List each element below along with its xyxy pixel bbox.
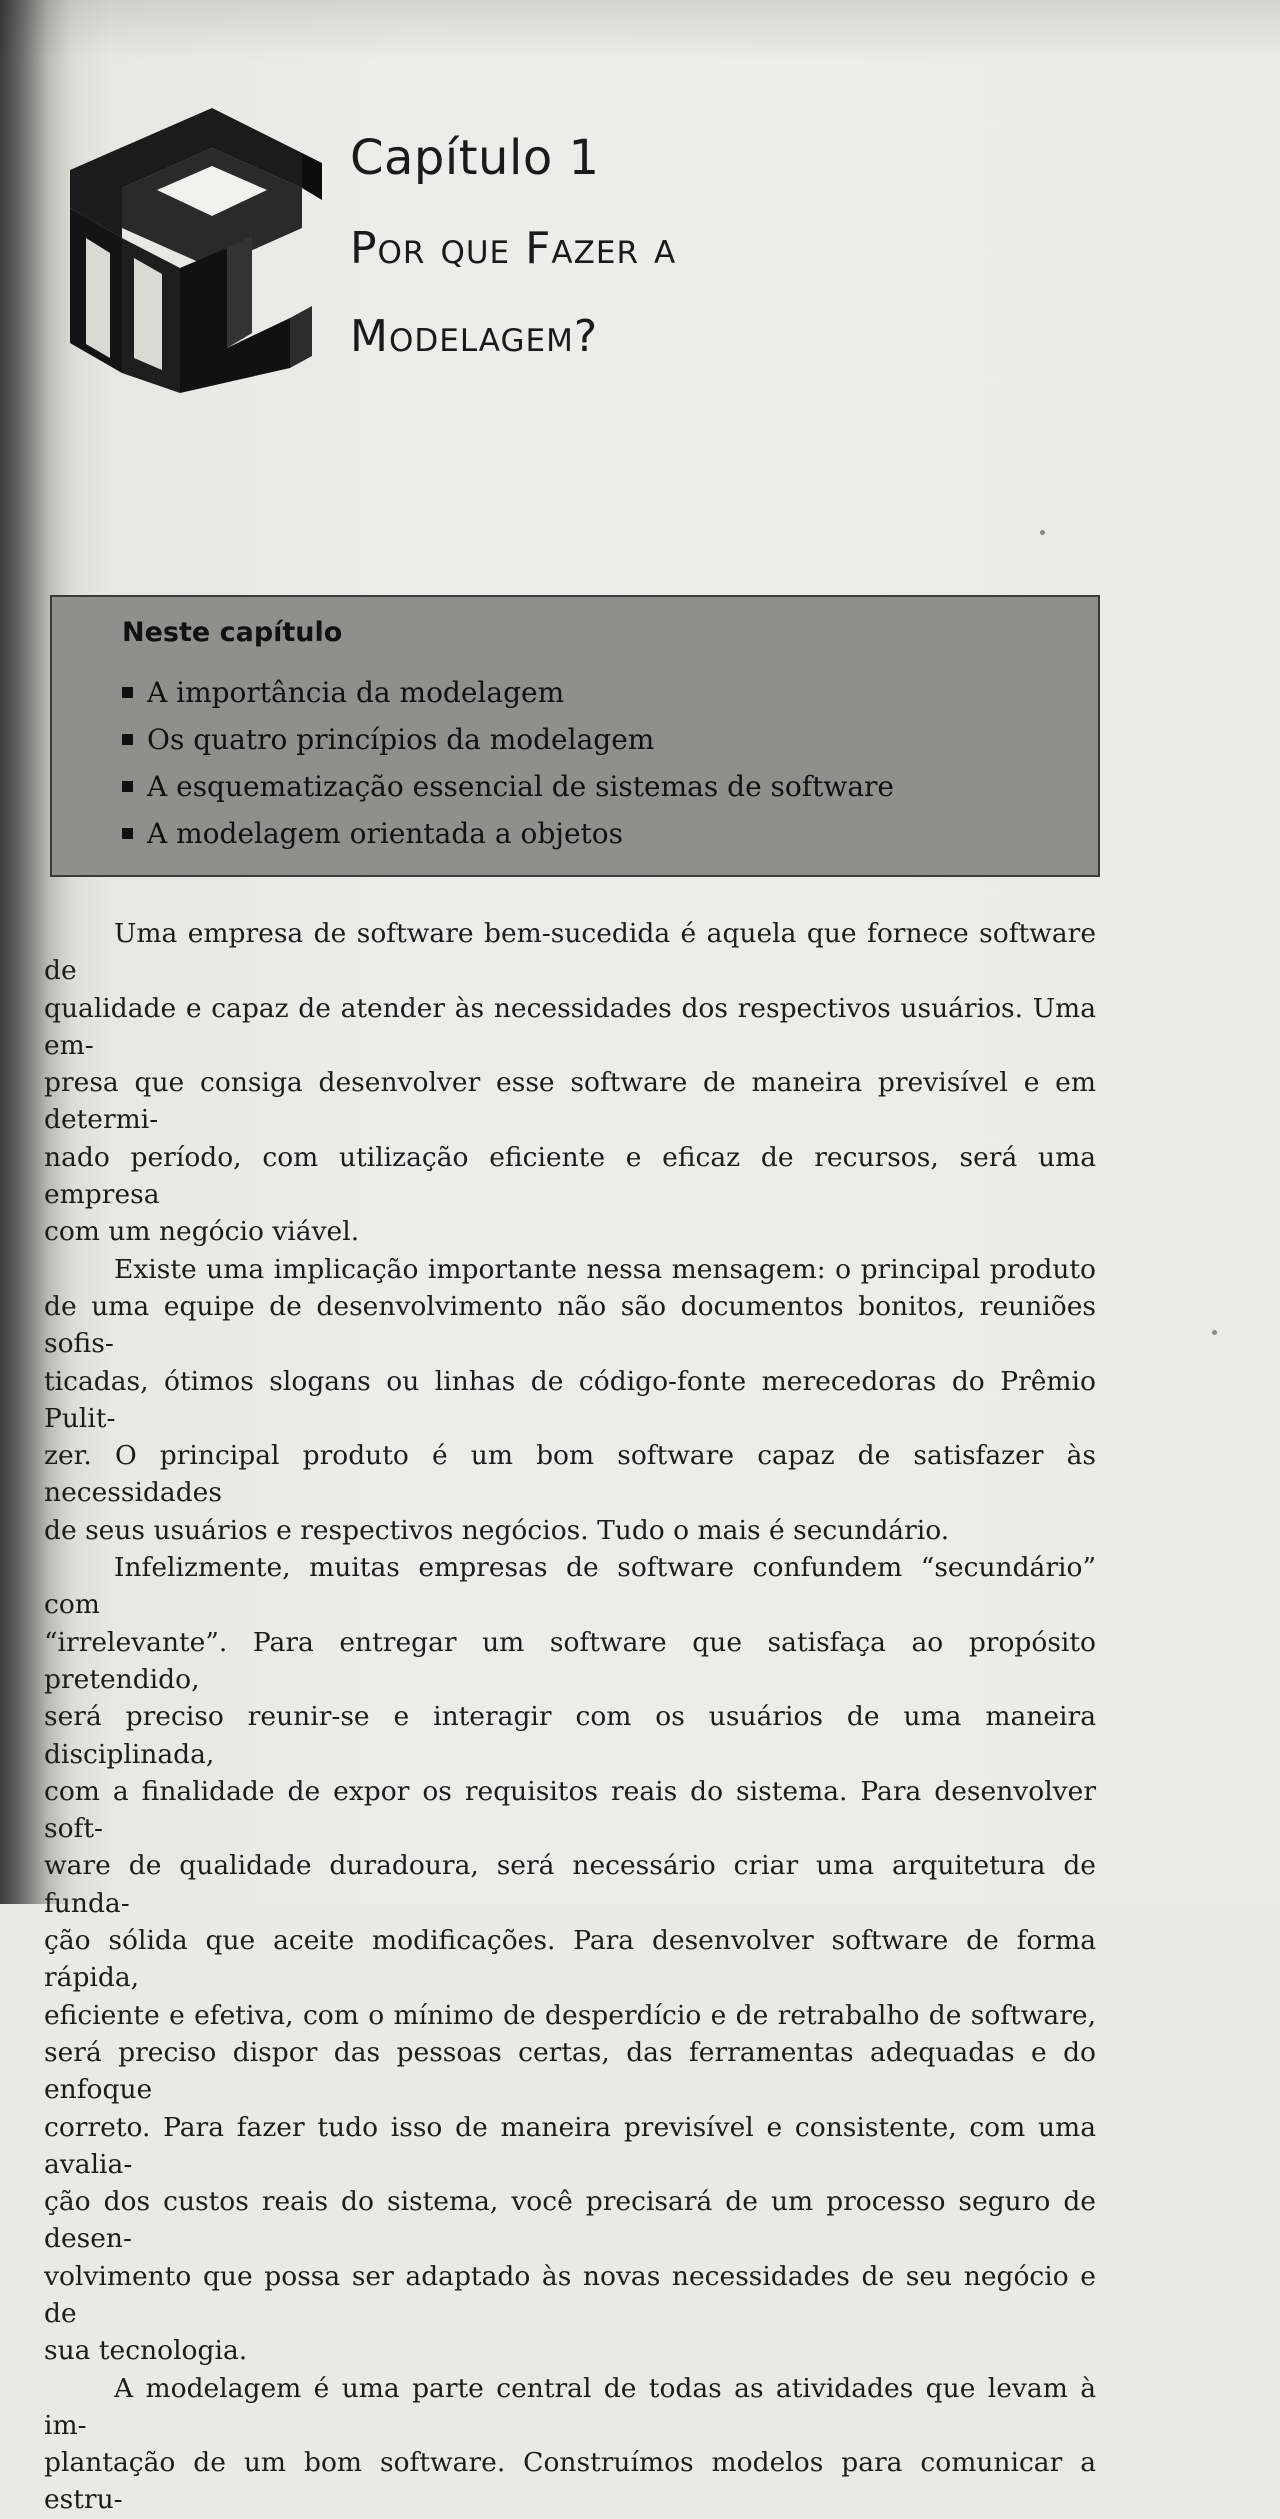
paragraph: [44, 2370, 1096, 2519]
text-line: Infelizmente, muitas empresas de software confundem “secundário” com: [44, 1552, 1096, 1621]
uml-logo-icon: [62, 108, 322, 393]
chapter-label: Capítulo 1: [350, 130, 600, 186]
chapter-title-line: Modelagem?: [350, 311, 599, 362]
text-line: correto. Para fazer tudo isso de maneira previsível e consistente, com uma avalia-: [44, 2111, 1096, 2180]
text-line: Uma empresa de software bem-sucedida é aquela que fornece software de: [44, 918, 1096, 987]
text-line: de seus usuários e respectivos negócios. Tudo o mais é secundário.: [44, 1514, 950, 1546]
list-item-text: A modelagem orientada a objetos: [147, 817, 623, 850]
list-item-text: A importância da modelagem: [147, 676, 565, 709]
text-line: com a finalidade de expor os requisitos reais do sistema. Para desenvolver soft-: [44, 1775, 1096, 1845]
text-line: plantação de um bom software. Construímos modelos para comunicar a estru-: [44, 2447, 1096, 2516]
square-bullet-icon: [122, 687, 133, 698]
chapter-title-line: Por que Fazer a: [350, 223, 677, 274]
text-line: será preciso reunir-se e interagir com os usuários de uma maneira disciplinada,: [44, 1701, 1096, 1770]
speck: [1212, 1330, 1217, 1335]
text-line: ção dos custos reais do sistema, você precisará de um processo seguro de desen-: [44, 2186, 1096, 2255]
text-line: zer. O principal produto é um bom software capaz de satisfazer às necessidades: [44, 1440, 1096, 1509]
text-line: sua tecnologia.: [44, 2335, 248, 2367]
contents-list: [122, 669, 894, 857]
body-text: [44, 915, 1096, 2519]
square-bullet-icon: [122, 734, 133, 745]
text-line: ção sólida que aceite modificações. Para desenvolver software de forma rápida,: [44, 1925, 1096, 1994]
square-bullet-icon: [122, 781, 133, 792]
speck: [1040, 530, 1045, 535]
text-line: ticadas, ótimos slogans ou linhas de código-fonte merecedoras do Prêmio Pulit-: [44, 1365, 1096, 1434]
text-line: volvimento que possa ser adaptado às novas necessidades de seu negócio e de: [44, 2260, 1096, 2329]
text-line: nado período, com utilização eficiente e eficaz de recursos, será uma empresa: [44, 1141, 1096, 1211]
chapter-title: [350, 205, 1050, 381]
paragraph: [44, 915, 1096, 1251]
text-line: de uma equipe de desenvolvimento não são documentos bonitos, reuniões sofis-: [44, 1290, 1096, 1360]
text-line: Existe uma implicação importante nessa mensagem: o principal produto: [114, 1253, 1096, 1285]
text-line: qualidade e capaz de atender às necessidades dos respectivos usuários. Uma em-: [44, 992, 1096, 1061]
text-line: será preciso dispor das pessoas certas, das ferramentas adequadas e do enfoque: [44, 2036, 1096, 2106]
square-bullet-icon: [122, 828, 133, 839]
list-item: [122, 716, 894, 763]
text-line: eficiente e efetiva, com o mínimo de desperdício e de retrabalho de software,: [44, 1999, 1096, 2031]
chapter-contents-box: [50, 595, 1100, 877]
text-line: “irrelevante”. Para entregar um software que satisfaça ao propósito pretendido,: [44, 1626, 1096, 1695]
box-title: Neste capítulo: [122, 617, 343, 648]
text-line: presa que consiga desenvolver esse software de maneira previsível e em determi-: [44, 1067, 1096, 1136]
list-item: [122, 810, 894, 857]
list-item: [122, 669, 894, 716]
list-item: [122, 763, 894, 810]
paragraph: [44, 1549, 1096, 2370]
text-line: com um negócio viável.: [44, 1216, 360, 1248]
list-item-text: A esquematização essencial de sistemas de software: [147, 770, 894, 803]
paragraph: [44, 1251, 1096, 1549]
text-line: A modelagem é uma parte central de todas as atividades que levam à im-: [44, 2372, 1096, 2441]
text-line: ware de qualidade duradoura, será necessário criar uma arquitetura de funda-: [44, 1850, 1096, 1919]
page-shadow: [0, 0, 1280, 60]
list-item-text: Os quatro princípios da modelagem: [147, 723, 655, 756]
